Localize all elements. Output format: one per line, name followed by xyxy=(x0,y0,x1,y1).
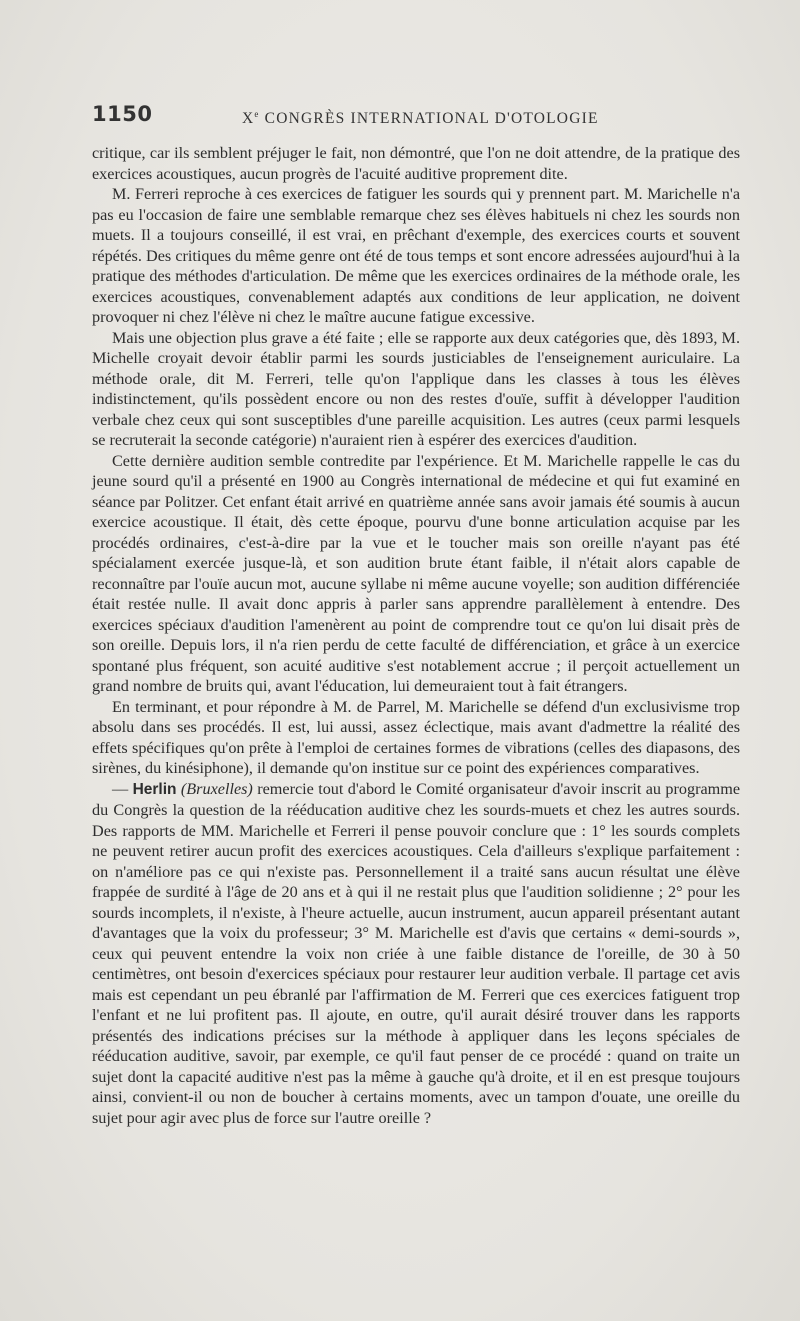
dash: — xyxy=(112,779,133,798)
paragraph: Cette dernière audition semble contredite par l'expérience. Et M. Marichelle rappelle le cas du jeune sourd qu'il a présenté en 1900 au Congrès international de médecine et qui fut examiné en séance par Politzer. Cet enfant était arrivé en quatrième année sans avoir jamais été soumis à aucun exercice acoustique. Il était, dès cette époque, pourvu d'une bonne articulation acquise par les procédés ordinaires, c'est-à-dire par la vue et le toucher mais son oreille n'ayant pas été spécialament exercée jusque-là, et son audition brute étant faible, il n'était alors capable de reconnaître par l'ouïe aucun mot, aucune syllabe ni même aucune voyelle; son audition différenciée était restée nulle. Il avait donc appris à parler sans apprendre parallèlement à entendre. Des exercices spéciaux d'audition l'amenèrent au point de comprendre tout ce qu'on lui disait près de son oreille. Depuis lors, il n'a rien perdu de cette faculté de différenciation, et grâce à un exercice spontané plus fréquent, son acuité auditive s'est notablement accrue ; il perçoit actuellement un grand nombre de bruits qui, avant l'éducation, lui demeuraient tout à fait étrangers. xyxy=(92,451,740,695)
running-header xyxy=(92,100,740,130)
paragraph: En terminant, et pour répondre à M. de Parrel, M. Marichelle se défend d'un exclusivisme trop absolu dans ses procédés. Il est, lui aussi, assez éclectique, mais avant d'admettre la réalité des effets spécifiques qu'on prête à l'emploi de certaines formes de vibrations (celles des diapasons, des sirènes, du kinésiphone), il demande qu'on institue sur ce point des expériences comparatives. xyxy=(92,697,740,777)
paragraph: M. Ferreri reproche à ces exercices de fatiguer les sourds qui y prennent part. M. Marichelle n'a pas eu l'occasion de faire une semblable remarque chez ses élèves habituels ni chez les sourds non muets. Il a toujours conseillé, il est vrai, en prêchant d'exemple, des exercices courts et souvent répétés. Des critiques du même genre ont été de tous temps et sont encore adressées aujourd'hui à la pratique des méthodes d'articulation. De même que les exercices ordinaires de la méthode orale, les exercices acoustiques, convenablement adaptés aux conditions de leur application, ne doivent provoquer ni chez l'élève ni chez le maître aucune fatigue excessive. xyxy=(92,185,740,326)
title-roman: X xyxy=(242,110,255,128)
speaker-city: (Bruxelles) xyxy=(180,779,253,798)
herlin-text: remercie tout d'abord le Comité organisateur d'avoir inscrit au programme du Congrès la question de la rééducation auditive chez les sourds-muets et chez les autres sourds. Des rapports de MM. Marichelle et Ferreri il pense pouvoir conclure que : 1° les sourds complets ne peuvent retirer aucun profit des exercices acoustiques. Cela d'ailleurs s'explique parfaitement : on n'améliore pas ce qui n'existe pas. Personnellement il a traité sans aucun résultat une élève frappée de surdité à l'âge de 20 ans et à qui il ne restait plus que l'audition solidienne ; 2° pour les sourds incomplets, il n'existe, à l'heure actuelle, aucun instrument, aucun appareil présentant autant d'avantages que la voix du professeur; 3° M. Marichelle est d'avis que certains « demi-sourds », ceux qui peuvent entendre la voix non criée à une faible distance de l'oreille, de 30 à 50 centimètres, ont besoin d'exercices spéciaux pour restaurer leur audition verbale. Il partage cet avis mais est cependant un peu ébranlé par l'affirmation de M. Ferreri que ces exercices fatiguent trop l'enfant et ne lui profitent pas. Il ajoute, en outre, qu'il aurait désiré trouver dans les rapports présentés des indications précises sur la méthode à appliquer dans les leçons spéciales de rééducation auditive, savoir, par exemple, ce qu'il faut penser de ce procédé : quand on traite un sujet dont la capacité auditive n'est pas la même à gauche qu'à droite, et il en est presque toujours ainsi, convient-il ou non de boucher à certains moments, avec un tampon d'ouate, une oreille du sujet pour agir avec plus de force sur l'autre oreille ? xyxy=(92,779,741,1127)
body-text xyxy=(92,143,740,1128)
title-sup: e xyxy=(254,109,260,119)
paragraph: Mais une objection plus grave a été faite ; elle se rapporte aux deux catégories que, dès 1893, M. Michelle croyait devoir établir parmi les sourds justiciables de l'enseignement auriculaire. La méthode orale, dit M. Ferreri, telle qu'on l'applique dans les classes à tous les élèves indistinctement, qu'ils possèdent encore ou non des restes d'ouïe, suffit à développer l'audition verbale chez ceux qui sont susceptibles d'une pareille acquisition. Les autres (ceux parmi lesquels se recruterait la seconde catégorie) n'auraient rien à espérer des exercices d'audition. xyxy=(92,328,740,449)
running-title xyxy=(242,109,599,128)
paragraph-herlin xyxy=(92,779,740,1129)
speaker-name: Herlin xyxy=(132,780,177,798)
page-number: 1150 xyxy=(92,102,153,126)
paragraph: critique, car ils semblent préjuger le fait, non démontré, que l'on ne doit attendre, de la pratique des exercices acoustiques, aucun progrès de l'acuité auditive proprement dite. xyxy=(92,144,740,183)
title-rest: CONGRÈS INTERNATIONAL D'OTOLOGIE xyxy=(259,110,599,128)
